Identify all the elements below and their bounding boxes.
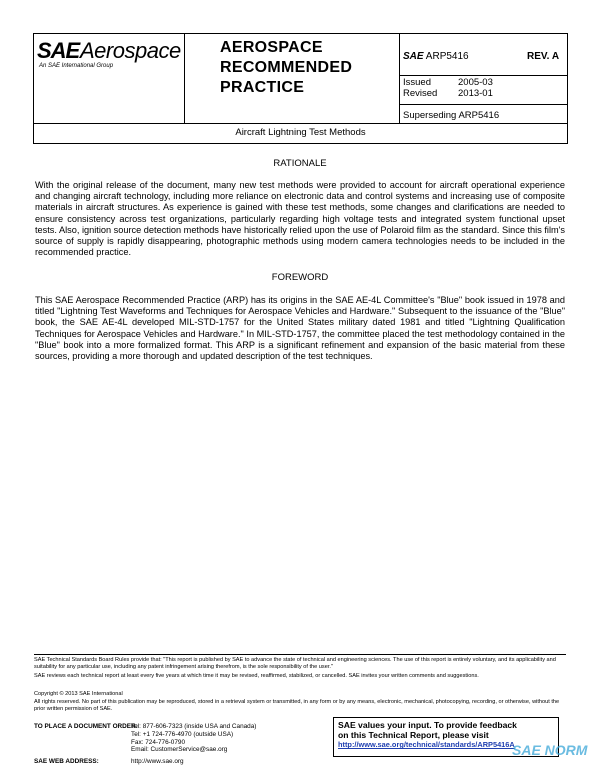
- doc-prefix: SAE: [403, 51, 424, 62]
- feedback-text: SAE values your input. To provide feedback: [338, 720, 517, 730]
- web-label: SAE WEB ADDRESS:: [34, 758, 99, 765]
- footer-divider: [34, 654, 566, 655]
- fax-number: Fax: 724-776-0790: [131, 738, 186, 746]
- phone-inside-usa: Tel: 877-606-7323 (inside USA and Canada): [131, 723, 257, 730]
- issued-value: 2005-03: [458, 77, 493, 88]
- feedback-link[interactable]: http://www.sae.org/technical/standards/ARP5416A: [338, 740, 515, 750]
- document-number: [403, 51, 469, 62]
- divider: [399, 104, 568, 105]
- rationale-paragraph: With the original release of the document, many new test methods were provided to account for aircraft operational experience and changing aircraft technology, including more reliance on electronic data and control systems and increasing use of composite materials in aircraft structures. As experience is gained with these test methods, some changes and clarifications are needed to ensure consistency across test organizations, particularly regarding high voltage tests and integrated system functional upset tests. Also, ignition source detection methods have historically relied upon the use of Polaroid film as the standard. Since this film's source of supply is rapidly disappearing, photographic methods using modern camera technologies needs to be included in the recommended practice.: [35, 180, 565, 258]
- foreword-paragraph: This SAE Aerospace Recommended Practice (ARP) has its origins in the SAE AE-4L Committee's "Blue" book issued in 1978 and titled "Lightning Test Waveforms and Techniques for Aerospace Vehicles and Hardware." Subsequent to the issuance of the "Blue" book, the SAE AE-4L developed MIL-STD-1757 for the United States military dated 1981 and titled "Lightning Qualification Techniques for Aerospace Vehicles and Hardware." In MIL-STD-1757, the committee placed the test methodology contained in the "Blue" book into a more formalized format. This ARP is a significant refinement and expansion of the basic material from these sources, providing a more thorough and updated description of the test techniques.: [35, 295, 565, 362]
- order-contacts: [131, 723, 256, 754]
- divider: [399, 75, 568, 76]
- order-label: TO PLACE A DOCUMENT ORDER:: [34, 723, 138, 730]
- copyright: Copyright © 2013 SAE International: [34, 691, 123, 697]
- divider: [34, 123, 567, 124]
- revision-label: REV. A: [527, 51, 560, 62]
- revised-label: Revised: [403, 88, 438, 99]
- doc-number-value: ARP5416: [425, 51, 469, 62]
- foreword-heading: FOREWORD: [271, 272, 329, 283]
- issued-label: Issued: [403, 77, 431, 88]
- revised-value: 2013-01: [458, 88, 493, 99]
- policy-note: SAE Technical Standards Board Rules provide that: "This report is published by SAE to advance the state of technical and engineering sciences. The use of this report is entirely voluntary, and its applicability and suitability for any particular use, including any patent infringement arising therefrom, is the sole responsibility of the user.": [34, 657, 556, 671]
- aerospace-logo-text: Aerospace: [80, 38, 181, 63]
- document-type-line: AEROSPACE: [220, 39, 323, 56]
- divider: [184, 34, 185, 123]
- document-header: [33, 33, 568, 144]
- phone-outside-usa: Tel: +1 724-776-4970 (outside USA): [131, 730, 234, 738]
- review-note: SAE reviews each technical report at least every five years at which time it may be revised, reaffirmed, stabilized, or cancelled. SAE invites your written comments and suggestions.: [34, 673, 479, 679]
- rights-note: All rights reserved. No part of this publication may be reproduced, stored in a retrieval system or transmitted, in any form or by any means, electronic, mechanical, photocopying, recording, or otherwise, without the prior written permission of SAE.: [34, 699, 560, 713]
- web-address-link[interactable]: http://www.sae.org: [131, 758, 184, 765]
- logo-tagline: An SAE International Group: [39, 63, 114, 69]
- superseding-note: Superseding ARP5416: [403, 110, 500, 121]
- document-type: [220, 38, 352, 98]
- divider: [399, 34, 400, 123]
- document-title: Aircraft Lightning Test Methods: [235, 127, 366, 138]
- sae-logo: SAE: [37, 38, 80, 63]
- email-address[interactable]: Email: CustomerService@sae.org: [131, 746, 228, 754]
- feedback-text: on this Technical Report, please visit: [338, 729, 489, 740]
- document-type-line: PRACTICE: [220, 79, 305, 96]
- rationale-heading: RATIONALE: [273, 158, 327, 169]
- document-type-line: RECOMMENDED: [220, 59, 353, 76]
- watermark: SAE NORM: [512, 742, 588, 758]
